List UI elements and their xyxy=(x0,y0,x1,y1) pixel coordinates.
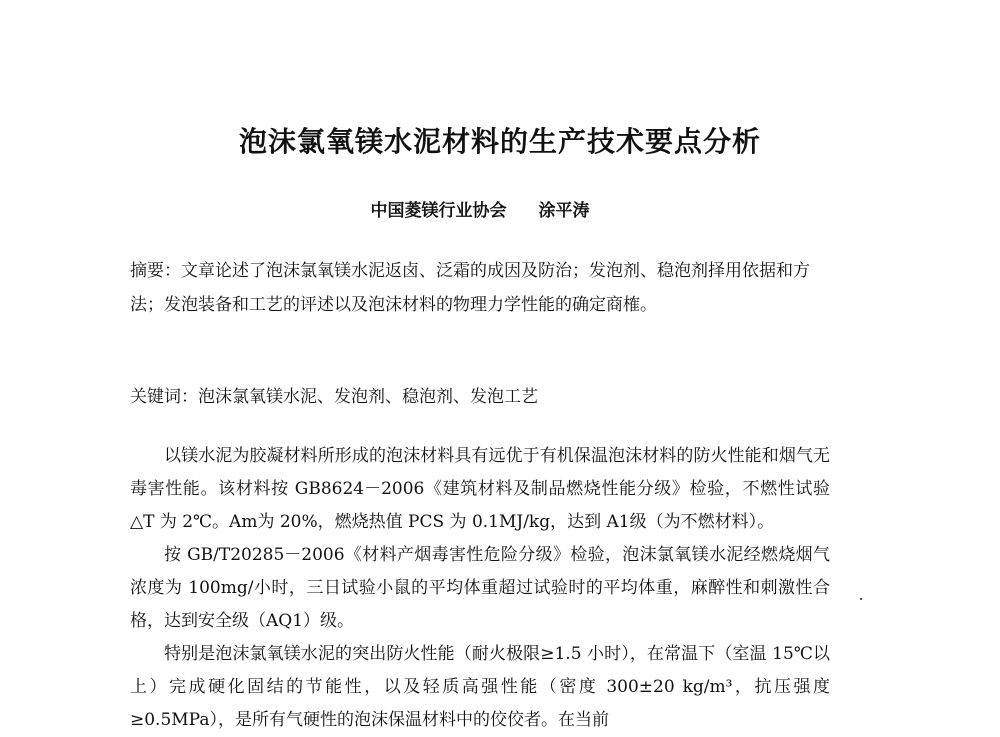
paper-title: 泡沫氯氧镁水泥材料的生产技术要点分析 xyxy=(238,125,761,158)
author-name: 涂平涛 xyxy=(538,201,590,221)
body-text xyxy=(130,440,830,737)
paragraph: 以镁水泥为胶凝材料所形成的泡沫材料具有远优于有机保温泡沫材料的防火性能和烟气无毒害性能。该材料按 GB8624－2006《建筑材料及制品燃烧性能分级》检验，不燃性试验△T 为 2℃。Am为 20%，燃烧热值 PCS 为 0.1MJ/kg，达到 A1级（为不燃材料）。 xyxy=(130,446,830,532)
paragraph: 按 GB/T20285－2006《材料产烟毒害性危险分级》检验，泡沫氯氧镁水泥经燃烧烟气浓度为 100mg/小时，三日试验小鼠的平均体重超过试验时的平均体重，麻醉性和刺激性合格，达到安全级（AQ1）级。 xyxy=(130,545,830,631)
keywords: 关键词：泡沫氯氧镁水泥、发泡剂、稳泡剂、发泡工艺 xyxy=(130,387,538,407)
abstract: 摘要：文章论述了泡沫氯氧镁水泥返卤、泛霜的成因及防治；发泡剂、稳泡剂择用依据和方法；发泡装备和工艺的评述以及泡沫材料的物理力学性能的确定商榷。 xyxy=(130,261,810,315)
byline xyxy=(0,196,960,221)
scan-speck xyxy=(860,598,862,600)
organization: 中国菱镁行业协会 xyxy=(370,201,507,221)
paragraph: 特别是泡沫氯氧镁水泥的突出防火性能（耐火极限≥1.5 小时），在常温下（室温 15℃以上）完成硬化固结的节能性，以及轻质高强性能（密度 300±20 kg/m³，抗压强度≥0.5MPa），是所有气硬性的泡沫保温材料中的佼佼者。在当前 xyxy=(130,644,830,730)
